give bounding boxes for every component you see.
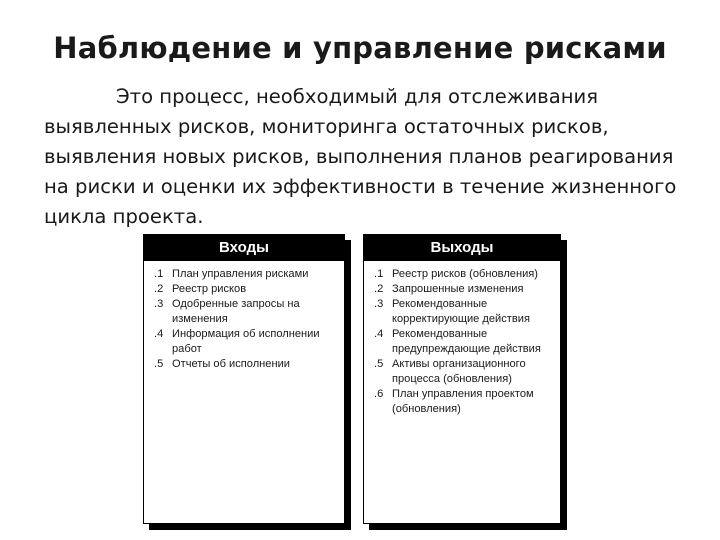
list-item (154, 357, 338, 372)
inputs-panel-header: Входы (144, 235, 344, 261)
list-item-number: .6 (374, 388, 384, 400)
inputs-panel (143, 234, 345, 524)
list-item-text: Реестр рисков (обновления) (392, 268, 538, 280)
list-item-text: Одобренные запросы на изменения (172, 298, 300, 325)
list-item (374, 357, 554, 387)
list-item-number: .3 (154, 298, 164, 310)
list-item (374, 267, 554, 282)
list-item-number: .4 (154, 328, 164, 340)
list-item (154, 282, 338, 297)
list-item-number: .1 (374, 268, 384, 280)
list-item-number: .3 (374, 298, 384, 310)
list-item-text: План управления проектом (обновления) (392, 388, 534, 415)
list-item-number: .5 (154, 358, 164, 370)
list-item-number: .5 (374, 358, 384, 370)
list-item (374, 282, 554, 297)
outputs-panel (363, 234, 561, 524)
outputs-list (364, 261, 560, 417)
slide-body-text: Это процесс, необходимый для отслеживания выявленных рисков, мониторинга остаточных рисков, выявления новых рисков, выполнения планов реагирования на риски и оценки их эффективности в течение жизненного цикла проекта. (44, 85, 677, 228)
inputs-list (144, 261, 344, 372)
list-item-text: План управления рисками (172, 268, 309, 280)
slide-title: Наблюдение и управление рисками (53, 31, 667, 66)
list-item (374, 297, 554, 327)
list-item (374, 387, 554, 417)
list-item (374, 327, 554, 357)
list-item-text: Активы организационного процесса (обновления) (392, 358, 526, 385)
list-item-text: Рекомендованные корректирующие действия (392, 298, 530, 325)
list-item-text: Запрошенные изменения (392, 283, 524, 295)
list-item (154, 297, 338, 327)
list-item-text: Информация об исполнении работ (172, 328, 320, 355)
list-item-number: .1 (154, 268, 164, 280)
list-item-number: .4 (374, 328, 384, 340)
list-item (154, 327, 338, 357)
list-item-number: .2 (374, 283, 384, 295)
list-item-text: Реестр рисков (172, 283, 247, 295)
list-item-text: Рекомендованные предупреждающие действия (392, 328, 541, 355)
list-item-number: .2 (154, 283, 164, 295)
list-item (154, 267, 338, 282)
outputs-panel-header: Выходы (364, 235, 560, 261)
list-item-text: Отчеты об исполнении (172, 358, 291, 370)
